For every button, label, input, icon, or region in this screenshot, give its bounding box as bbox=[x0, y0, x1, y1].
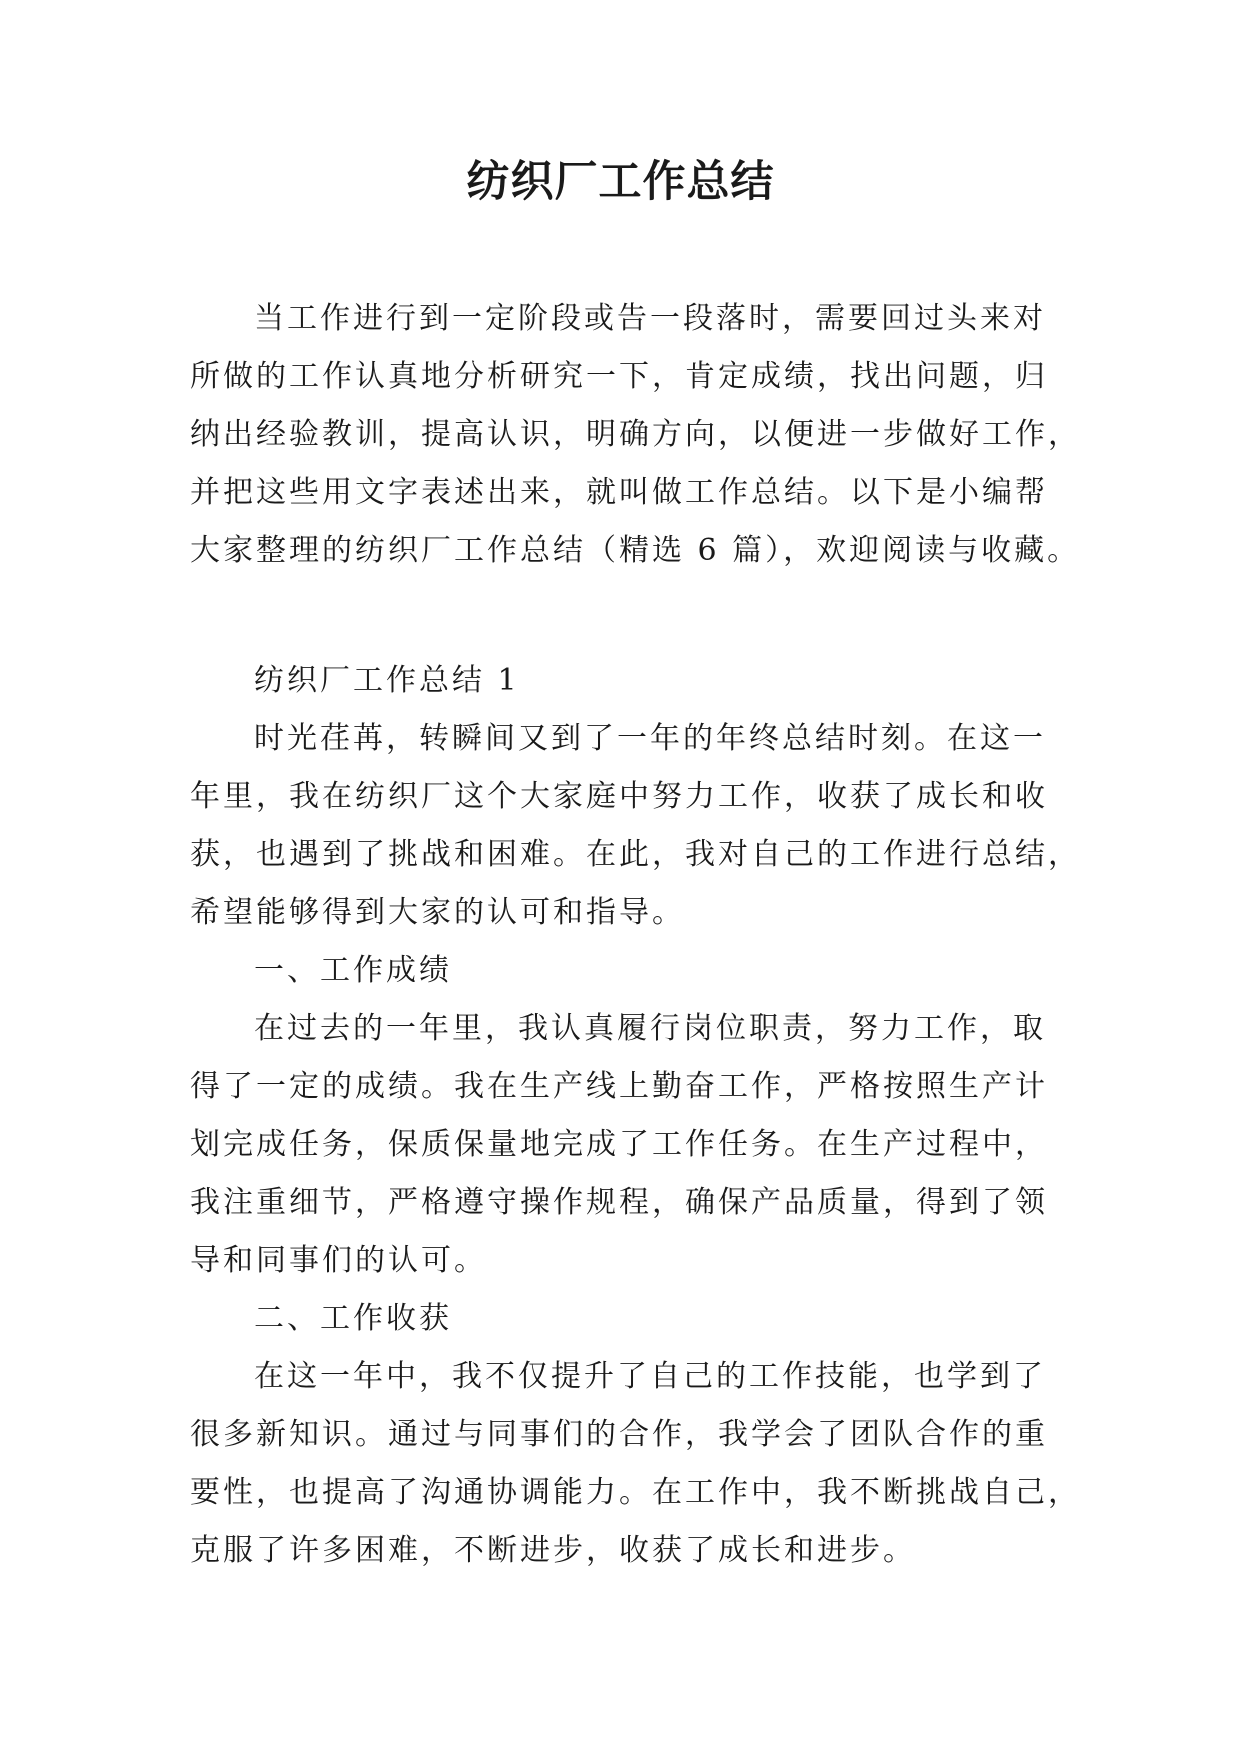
section-heading: 纺织厂工作总结 1 bbox=[254, 663, 520, 698]
text-line: 当工作进行到一定阶段或告一段落时，需要回过头来对 bbox=[254, 301, 1046, 336]
text-line: 要性，也提高了沟通协调能力。在工作中，我不断挑战自己， bbox=[190, 1475, 1081, 1510]
subsection-heading: 一、工作成绩 bbox=[254, 953, 452, 988]
text-line: 划完成任务，保质保量地完成了工作任务。在生产过程中， bbox=[190, 1127, 1048, 1162]
text-line: 克服了许多困难，不断进步，收获了成长和进步。 bbox=[190, 1533, 916, 1568]
section-paragraph bbox=[190, 710, 1081, 942]
text-line: 在这一年中，我不仅提升了自己的工作技能，也学到了 bbox=[254, 1359, 1046, 1394]
text-line: 我注重细节，严格遵守操作规程，确保产品质量，得到了领 bbox=[190, 1185, 1048, 1220]
subsection-heading: 二、工作收获 bbox=[254, 1301, 452, 1336]
text-line: 年里，我在纺织厂这个大家庭中努力工作，收获了成长和收 bbox=[190, 779, 1048, 814]
section-paragraph bbox=[190, 1000, 1060, 1290]
text-line: 在过去的一年里，我认真履行岗位职责，努力工作，取 bbox=[254, 1011, 1046, 1046]
text-line: 很多新知识。通过与同事们的合作，我学会了团队合作的重 bbox=[190, 1417, 1048, 1452]
text-line: 所做的工作认真地分析研究一下，肯定成绩，找出问题，归 bbox=[190, 359, 1048, 394]
text-line: 导和同事们的认可。 bbox=[190, 1243, 487, 1278]
text-line: 时光荏苒，转瞬间又到了一年的年终总结时刻。在这一 bbox=[254, 721, 1046, 756]
text-line: 获，也遇到了挑战和困难。在此，我对自己的工作进行总结， bbox=[190, 837, 1081, 872]
text-line: 纳出经验教训，提高认识，明确方向，以便进一步做好工作， bbox=[190, 417, 1081, 452]
paragraph-gap bbox=[190, 580, 1060, 652]
text-line: 希望能够得到大家的认可和指导。 bbox=[190, 895, 685, 930]
document-title: 纺织厂工作总结 bbox=[466, 157, 775, 207]
text-line: 并把这些用文字表述出来，就叫做工作总结。以下是小编帮 bbox=[190, 475, 1048, 510]
document-body bbox=[190, 290, 1081, 1580]
intro-paragraph bbox=[190, 290, 1081, 580]
text-line: 得了一定的成绩。我在生产线上勤奋工作，严格按照生产计 bbox=[190, 1069, 1048, 1104]
section-paragraph bbox=[190, 1348, 1081, 1580]
text-line: 大家整理的纺织厂工作总结（精选 6 篇），欢迎阅读与收藏。 bbox=[190, 533, 1081, 568]
